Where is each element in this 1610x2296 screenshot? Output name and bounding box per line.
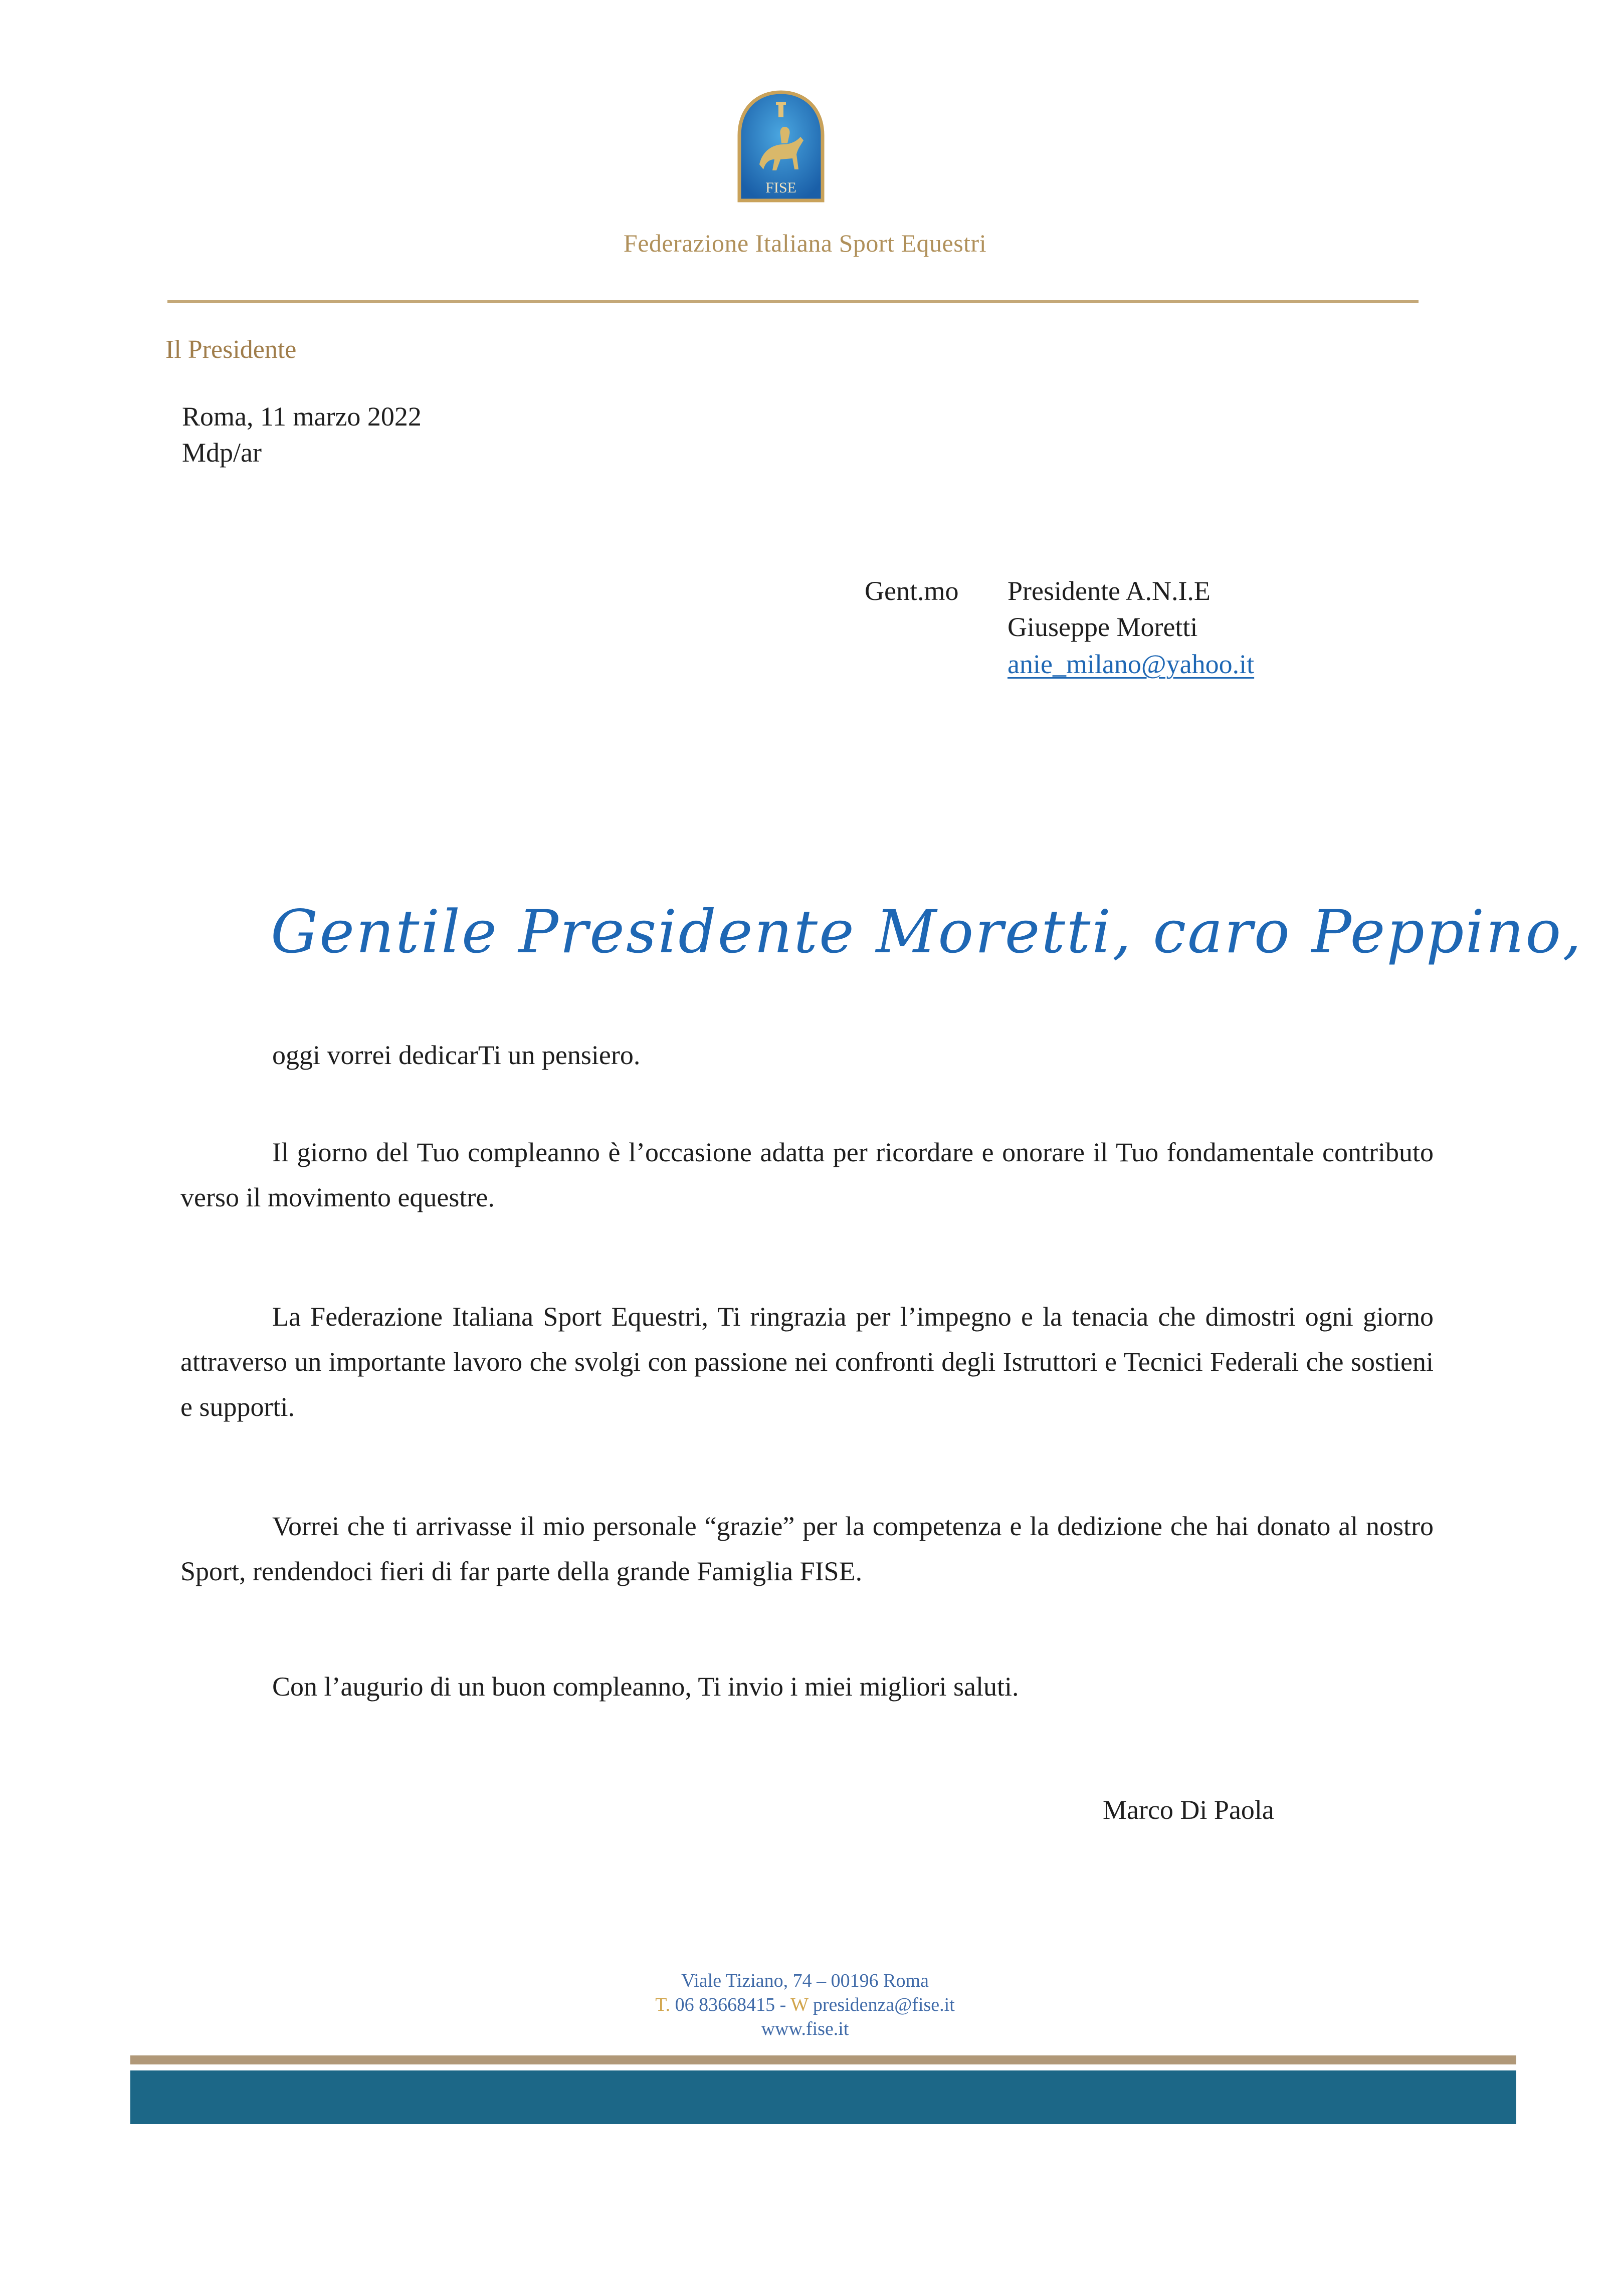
- footer-gold-rule: [130, 2055, 1516, 2064]
- letter-date: Roma, 11 marzo 2022: [182, 401, 422, 432]
- recipient-salutation: Gent.mo: [865, 576, 959, 606]
- letter-paragraph: Vorrei che ti arrivasse il mio personale “grazie” per la competenza e la dedizione che hai donato al nostro Sport, rendendoci fieri di far parte della grande Famiglia FISE.: [180, 1511, 1434, 1586]
- footer-contact: [0, 1969, 1610, 2041]
- logo-text: FISE: [765, 179, 796, 196]
- web-prefix: W: [790, 1994, 809, 2015]
- fise-logo: [734, 89, 828, 210]
- header-divider: [167, 300, 1419, 303]
- phone-prefix: T.: [655, 1994, 671, 2015]
- recipient-name: Giuseppe Moretti: [1008, 612, 1198, 642]
- letter-reference: Mdp/ar: [182, 438, 262, 468]
- signature-name: Marco Di Paola: [1103, 1795, 1274, 1825]
- footer-blue-band: [130, 2070, 1516, 2124]
- letter-paragraph: Il giorno del Tuo compleanno è l’occasione adatta per ricordare e onorare il Tuo fondamentale contributo verso il movimento equestre.: [180, 1137, 1434, 1212]
- footer-website[interactable]: www.fise.it: [761, 2018, 849, 2039]
- recipient-email-link[interactable]: anie_milano@yahoo.it: [1008, 649, 1255, 679]
- letter-greeting: Gentile Presidente Moretti, caro Peppino,: [271, 897, 1583, 966]
- letter-paragraph: oggi vorrei dedicarTi un pensiero.: [272, 1040, 641, 1070]
- footer-email[interactable]: presidenza@fise.it: [813, 1994, 955, 2015]
- footer-phone: 06 83668415 -: [675, 1994, 786, 2015]
- footer-address: Viale Tiziano, 74 – 00196 Roma: [681, 1970, 929, 1991]
- letter-paragraph: Con l’augurio di un buon compleanno, Ti invio i miei migliori saluti.: [272, 1672, 1019, 1702]
- letter-paragraph: La Federazione Italiana Sport Equestri, Ti ringrazia per l’impegno e la tenacia che dimostri ogni giorno attraverso un importante lavoro che svolgi con passione nei confronti degli Istruttori e Tecnici Federali che sostieni e supporti.: [180, 1302, 1434, 1422]
- footer-phone-email-line: [0, 1993, 1610, 2017]
- fise-shield-icon: [734, 89, 828, 210]
- organization-name: Federazione Italiana Sport Equestri: [623, 229, 987, 257]
- sender-role: Il Presidente: [165, 335, 297, 364]
- recipient-title: Presidente A.N.I.E: [1008, 576, 1211, 606]
